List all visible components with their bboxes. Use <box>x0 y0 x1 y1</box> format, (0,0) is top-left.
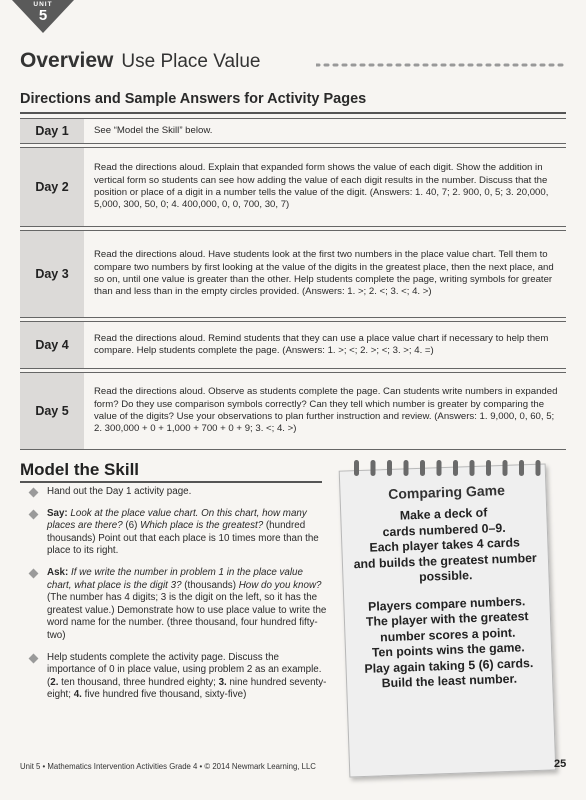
bullet-text: Help students complete the activity page. Discuss the importance of 0 in place value, using problem 2 as an example. ( <box>47 651 322 688</box>
bullet-text: (The number has 4 digits; 3 is the digit on the left, so it has the greatest value.) Demonstrate how to use place value to write the word name for the number. (three thousand, four hundred fifty-two) <box>47 592 327 641</box>
day-text: Read the directions aloud. Explain that expanded form shows the value of each digit. Show the addition in vertical form so students can see how adding the value of each digit results in the number. Discuss that the position or place of a digit in a number tells the value of the digit. (Answers: 1. 40, 7; 2. 900, 0, 5; 3. 20,000, 5,000, 300, 50, 0; 4. 400,000, 0, 0, 700, 30, 7) <box>84 148 566 227</box>
list-item <box>28 508 328 558</box>
bullet-text: five hundred five thousand, sixty-five) <box>81 689 247 701</box>
bullet-text: (hundred thousands) Point out that each place is 10 times more than the place to its right. <box>47 520 319 557</box>
ring-icon <box>354 460 359 476</box>
diamond-bullet-icon <box>29 509 39 519</box>
directions-heading: Directions and Sample Answers for Activity Pages <box>20 91 367 107</box>
bullet-text: Ask: <box>47 566 71 578</box>
table-row <box>20 373 566 450</box>
game-line: and builds the greatest number <box>353 550 537 571</box>
model-bullet-list <box>28 486 328 711</box>
bullet-text: How do you know? <box>238 579 322 591</box>
bullet-text: nine hundred seventy-eight; <box>47 676 327 701</box>
ring-icon <box>486 460 491 476</box>
ring-icon <box>404 460 409 476</box>
game-instructions <box>337 503 556 693</box>
ring-icon <box>371 460 376 476</box>
list-item <box>28 567 328 643</box>
bullet-text: (thousands) <box>181 579 239 591</box>
unit-label: UNIT <box>33 1 53 8</box>
dotted-rule <box>316 62 566 68</box>
page-number: 25 <box>554 758 567 770</box>
ring-icon <box>536 460 541 476</box>
overview-label: Overview <box>20 49 114 72</box>
ring-icon <box>470 460 475 476</box>
bullet-text: Which place is the greatest? <box>140 520 264 532</box>
day-label: Day 4 <box>20 322 84 369</box>
ring-icon <box>437 460 442 476</box>
bullet-text: Say: <box>47 507 71 519</box>
day-text: Read the directions aloud. Have students look at the first two numbers in the place value chart. Tell them to compare two numbers by first looking at the value of the digits in the greatest place, then the next place, and so on, until one value is greater than the other. Help students complete the page, writing symbols for greater than and less than in the empty circles provided. (Answers: 1. >; 2. <; 3. <; 4. >) <box>84 231 566 318</box>
game-line: Ten points wins the game. <box>371 640 525 660</box>
game-line: possible. <box>418 568 473 584</box>
unit-number: 5 <box>38 7 48 24</box>
footer-text: Unit 5 • Mathematics Intervention Activities Grade 4 • © 2014 Newmark Learning, LLC <box>20 762 316 771</box>
diamond-bullet-icon <box>29 488 39 498</box>
game-line: The player with the greatest <box>365 609 529 629</box>
table-row <box>20 148 566 227</box>
unit-badge <box>12 0 74 34</box>
day-label: Day 3 <box>20 231 84 318</box>
directions-rule <box>20 112 566 114</box>
table-row <box>20 119 566 144</box>
list-item <box>28 652 328 702</box>
game-line: Build the least number. <box>381 671 518 691</box>
table-row <box>20 322 566 369</box>
day-text: Read the directions aloud. Observe as students complete the page. Can students write numbers in expanded form? Do they use comparison symbols correctly? Can they tell which number is greater by comparing the value of the digits? Use your observations to plan further instruction and review. (Answers: 1. 9,000, 0, 60, 5; 2. 300,000 + 0 + 1,000 + 700 + 0 + 9; 3. <; 4. >) <box>84 373 566 450</box>
day-label: Day 5 <box>20 373 84 450</box>
day-label: Day 2 <box>20 148 84 227</box>
bullet-text: Look at the place value chart. On this chart, how many places are there? <box>47 507 307 532</box>
game-line: cards numbered 0–9. <box>382 520 506 539</box>
bullet-text: 2. <box>50 676 59 688</box>
table-row <box>20 231 566 318</box>
bullet-text: 4. <box>73 689 82 701</box>
ring-icon <box>503 460 508 476</box>
bullet-text: If we write the number in problem 1 in the place value chart, what place is the digit 3? <box>47 566 303 591</box>
bullet-text: Hand out the Day 1 activity page. <box>47 486 192 497</box>
game-line: number scores a point. <box>379 625 516 644</box>
game-line: Play again taking 5 (6) cards. <box>364 655 534 676</box>
directions-table <box>20 118 566 450</box>
model-rule <box>20 481 322 483</box>
diamond-bullet-icon <box>29 569 39 579</box>
ring-icon <box>453 460 458 476</box>
model-heading: Model the Skill <box>20 460 140 479</box>
ring-icon <box>387 460 392 476</box>
day-label: Day 1 <box>20 119 84 144</box>
day-text: Read the directions aloud. Remind students that they can use a place value chart if necessary to help them compare. Help students complete the page. (Answers: 1. >; <; 2. >; <; 3. >; 4. =) <box>84 322 566 369</box>
game-line: Make a deck of <box>399 505 488 523</box>
game-line: Each player takes 4 cards <box>369 535 521 555</box>
day-text: See “Model the Skill” below. <box>84 119 566 144</box>
game-line: Players compare numbers. <box>367 593 526 614</box>
bullet-text: ten thousand, three hundred eighty; <box>58 676 219 688</box>
page-title <box>20 49 260 73</box>
game-title: Comparing Game <box>387 481 506 503</box>
ring-icon <box>420 460 425 476</box>
diamond-bullet-icon <box>29 653 39 663</box>
bullet-text: (6) <box>122 520 141 532</box>
spiral-rings <box>342 458 556 482</box>
ring-icon <box>519 460 524 476</box>
lesson-subtitle: Use Place Value <box>121 51 261 72</box>
list-item <box>28 486 328 499</box>
bullet-text: 3. <box>218 676 227 688</box>
